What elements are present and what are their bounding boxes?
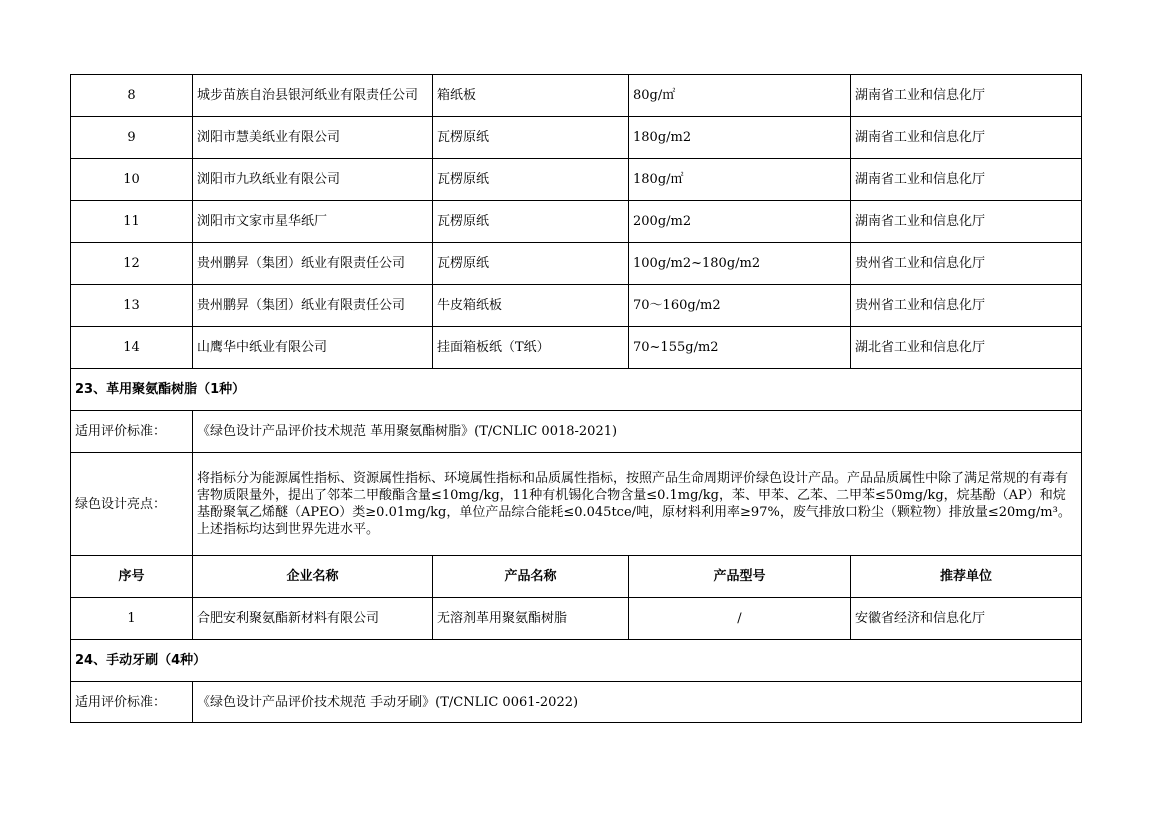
table-row	[71, 75, 1082, 117]
row-number: 13	[71, 285, 193, 327]
product-name: 箱纸板	[433, 75, 629, 117]
table-row	[71, 243, 1082, 285]
row-number: 10	[71, 159, 193, 201]
product-name: 牛皮箱纸板	[433, 285, 629, 327]
product-name: 无溶剂革用聚氨酯树脂	[433, 598, 629, 640]
header-product: 产品名称	[433, 556, 629, 598]
recommender: 湖南省工业和信息化厅	[851, 117, 1082, 159]
header-company: 企业名称	[193, 556, 433, 598]
standard-value: 《绿色设计产品评价技术规范 手动牙刷》(T/CNLIC 0061-2022)	[193, 682, 1082, 723]
standard-label: 适用评价标准：	[71, 411, 193, 453]
standard-label: 适用评价标准：	[71, 682, 193, 723]
company-name: 城步苗族自治县银河纸业有限责任公司	[193, 75, 433, 117]
recommender: 湖南省工业和信息化厅	[851, 201, 1082, 243]
product-name: 瓦楞原纸	[433, 117, 629, 159]
recommender: 贵州省工业和信息化厅	[851, 243, 1082, 285]
table-row	[71, 117, 1082, 159]
recommender: 贵州省工业和信息化厅	[851, 285, 1082, 327]
table-row	[71, 201, 1082, 243]
product-model: 70~155g/m2	[629, 327, 851, 369]
company-name: 贵州鹏昇（集团）纸业有限责任公司	[193, 243, 433, 285]
table-row	[71, 159, 1082, 201]
row-number: 9	[71, 117, 193, 159]
standard-value: 《绿色设计产品评价技术规范 革用聚氨酯树脂》(T/CNLIC 0018-2021)	[193, 411, 1082, 453]
section-title: 24、手动牙刷（4种）	[71, 640, 1082, 682]
product-model: 80g/㎡	[629, 75, 851, 117]
row-number: 11	[71, 201, 193, 243]
highlight-label: 绿色设计亮点：	[71, 453, 193, 556]
row-number: 14	[71, 327, 193, 369]
product-name: 挂面箱板纸（T纸）	[433, 327, 629, 369]
section-heading-row	[71, 369, 1082, 411]
company-name: 浏阳市文家市星华纸厂	[193, 201, 433, 243]
product-name: 瓦楞原纸	[433, 201, 629, 243]
header-no: 序号	[71, 556, 193, 598]
header-model: 产品型号	[629, 556, 851, 598]
section-title: 23、革用聚氨酯树脂（1种）	[71, 369, 1082, 411]
standard-row	[71, 411, 1082, 453]
product-model: 200g/m2	[629, 201, 851, 243]
header-recommender: 推荐单位	[851, 556, 1082, 598]
company-name: 浏阳市九玖纸业有限公司	[193, 159, 433, 201]
recommender: 湖南省工业和信息化厅	[851, 75, 1082, 117]
standard-row	[71, 682, 1082, 723]
product-name: 瓦楞原纸	[433, 159, 629, 201]
company-name: 山鹰华中纸业有限公司	[193, 327, 433, 369]
table-row	[71, 285, 1082, 327]
recommender: 湖南省工业和信息化厅	[851, 159, 1082, 201]
company-name: 浏阳市慧美纸业有限公司	[193, 117, 433, 159]
row-number: 1	[71, 598, 193, 640]
highlight-row	[71, 453, 1082, 556]
table-row	[71, 598, 1082, 640]
product-model: 180g/m2	[629, 117, 851, 159]
product-list-table	[70, 74, 1082, 723]
product-model: /	[629, 598, 851, 640]
product-model: 100g/m2~180g/m2	[629, 243, 851, 285]
row-number: 12	[71, 243, 193, 285]
company-name: 贵州鹏昇（集团）纸业有限责任公司	[193, 285, 433, 327]
row-number: 8	[71, 75, 193, 117]
product-model: 180g/㎡	[629, 159, 851, 201]
recommender: 湖北省工业和信息化厅	[851, 327, 1082, 369]
product-name: 瓦楞原纸	[433, 243, 629, 285]
header-row	[71, 556, 1082, 598]
highlight-value: 将指标分为能源属性指标、资源属性指标、环境属性指标和品质属性指标，按照产品生命周期评价绿色设计产品。产品品质属性中除了满足常规的有毒有害物质限量外，提出了邻苯二甲酸酯含量≤10mg/kg，11种有机锡化合物含量≤0.1mg/kg，苯、甲苯、乙苯、二甲苯≤50mg/kg，烷基酚（AP）和烷基酚聚氧乙烯醚（APEO）类≥0.01mg/kg，单位产品综合能耗≤0.045tce/吨，原材料利用率≥97%，废气排放口粉尘（颗粒物）排放量≤20mg/m³。上述指标均达到世界先进水平。	[193, 453, 1082, 556]
table-row	[71, 327, 1082, 369]
section-heading-row	[71, 640, 1082, 682]
product-model: 70～160g/m2	[629, 285, 851, 327]
recommender: 安徽省经济和信息化厅	[851, 598, 1082, 640]
company-name: 合肥安利聚氨酯新材料有限公司	[193, 598, 433, 640]
